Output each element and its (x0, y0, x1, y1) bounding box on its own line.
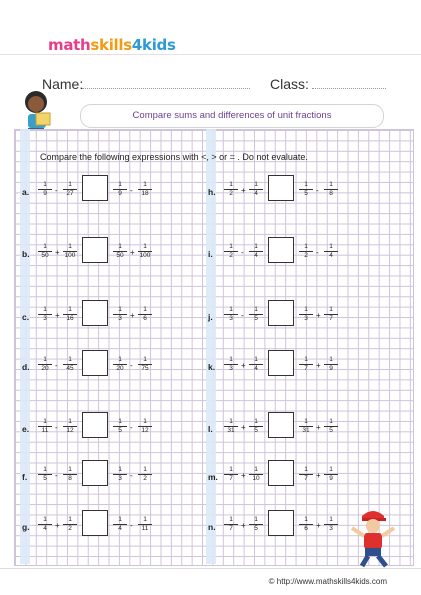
denominator: 12 (66, 427, 74, 434)
numerator: 1 (138, 356, 152, 365)
numerator: 1 (299, 516, 313, 525)
denominator: 31 (227, 427, 235, 434)
numerator: 1 (38, 243, 52, 252)
fraction (224, 306, 238, 323)
fraction (138, 356, 152, 373)
fraction (63, 306, 77, 323)
exercise-label: n. (208, 522, 216, 532)
numerator: 1 (38, 306, 52, 315)
fraction (299, 356, 313, 373)
exercise-item (208, 418, 378, 446)
fraction (299, 516, 313, 533)
numerator: 1 (299, 418, 313, 427)
denominator: 3 (43, 315, 47, 322)
operator-sign: - (130, 186, 133, 195)
fraction (299, 243, 313, 260)
numerator: 1 (249, 356, 263, 365)
fraction (38, 181, 52, 198)
numerator: 1 (113, 306, 127, 315)
fraction (138, 243, 152, 260)
numerator: 1 (224, 243, 238, 252)
exercise-item (208, 181, 378, 209)
class-field[interactable] (312, 88, 386, 89)
logo-part-math: math (48, 36, 91, 54)
denominator: 2 (304, 252, 308, 259)
denominator: 16 (66, 315, 74, 322)
fraction (324, 306, 338, 323)
fraction (249, 418, 263, 435)
numerator: 1 (224, 418, 238, 427)
denominator: 4 (254, 365, 258, 372)
exercise-label: i. (208, 249, 213, 259)
fraction (113, 356, 127, 373)
numerator: 1 (38, 466, 52, 475)
answer-box[interactable] (82, 350, 108, 376)
numerator: 1 (324, 306, 338, 315)
denominator: 3 (329, 525, 333, 532)
logo-part-4kids: 4kids (131, 36, 176, 54)
exercise-item (208, 466, 378, 494)
denominator: 75 (141, 365, 149, 372)
answer-box[interactable] (268, 237, 294, 263)
fraction (324, 418, 338, 435)
answer-box[interactable] (268, 300, 294, 326)
denominator: 7 (229, 475, 233, 482)
numerator: 1 (138, 181, 152, 190)
numerator: 1 (324, 243, 338, 252)
exercise-item (208, 306, 378, 334)
numerator: 1 (249, 181, 263, 190)
name-field[interactable] (82, 88, 250, 89)
operator-sign: + (241, 423, 246, 432)
answer-box[interactable] (268, 460, 294, 486)
denominator: 9 (118, 190, 122, 197)
operator-sign: + (316, 423, 321, 432)
exercise-item (22, 418, 192, 446)
fraction (113, 466, 127, 483)
numerator: 1 (249, 418, 263, 427)
numerator: 1 (224, 181, 238, 190)
numerator: 1 (138, 466, 152, 475)
fraction (63, 243, 77, 260)
numerator: 1 (324, 466, 338, 475)
answer-box[interactable] (268, 175, 294, 201)
fraction (138, 181, 152, 198)
fraction (138, 306, 152, 323)
fraction (63, 466, 77, 483)
fraction (38, 356, 52, 373)
denominator: 9 (329, 475, 333, 482)
numerator: 1 (63, 516, 77, 525)
numerator: 1 (138, 306, 152, 315)
fraction (138, 466, 152, 483)
operator-sign: + (316, 361, 321, 370)
exercise-item (22, 243, 192, 271)
denominator: 5 (254, 427, 258, 434)
answer-box[interactable] (268, 412, 294, 438)
operator-sign: + (316, 311, 321, 320)
denominator: 8 (329, 190, 333, 197)
denominator: 3 (229, 365, 233, 372)
numerator: 1 (324, 418, 338, 427)
kid-jumping-illustration (348, 508, 398, 568)
exercise-item (22, 516, 192, 544)
footer-divider (0, 568, 421, 569)
operator-sign: + (316, 521, 321, 530)
worksheet-title: Compare sums and differences of unit fractions (80, 104, 384, 128)
operator-sign: - (241, 248, 244, 257)
exercise-label: a. (22, 187, 30, 197)
operator-sign: - (316, 248, 319, 257)
numerator: 1 (224, 516, 238, 525)
numerator: 1 (113, 418, 127, 427)
numerator: 1 (38, 516, 52, 525)
numerator: 1 (38, 356, 52, 365)
numerator: 1 (249, 306, 263, 315)
operator-sign: - (130, 521, 133, 530)
operator-sign: + (55, 248, 60, 257)
answer-box[interactable] (82, 510, 108, 536)
numerator: 1 (113, 181, 127, 190)
fraction (249, 516, 263, 533)
numerator: 1 (299, 243, 313, 252)
fraction (224, 243, 238, 260)
fraction (324, 466, 338, 483)
brand-logo (48, 36, 176, 54)
operator-sign: + (316, 471, 321, 480)
numerator: 1 (249, 243, 263, 252)
exercise-label: h. (208, 187, 216, 197)
numerator: 1 (224, 306, 238, 315)
exercise-label: c. (22, 312, 30, 322)
denominator: 8 (68, 475, 72, 482)
exercise-item (208, 356, 378, 384)
numerator: 1 (113, 243, 127, 252)
numerator: 1 (249, 466, 263, 475)
operator-sign: + (55, 311, 60, 320)
denominator: 3 (229, 315, 233, 322)
fraction (324, 356, 338, 373)
denominator: 3 (304, 315, 308, 322)
denominator: 5 (118, 427, 122, 434)
denominator: 4 (329, 252, 333, 259)
operator-sign: - (130, 423, 133, 432)
fraction (38, 243, 52, 260)
fraction (113, 418, 127, 435)
fraction (138, 418, 152, 435)
fraction (249, 466, 263, 483)
fraction (249, 306, 263, 323)
numerator: 1 (249, 516, 263, 525)
denominator: 50 (41, 252, 49, 259)
numerator: 1 (63, 243, 77, 252)
fraction (299, 181, 313, 198)
numerator: 1 (63, 418, 77, 427)
exercise-item (22, 181, 192, 209)
operator-sign: - (130, 361, 133, 370)
fraction (38, 516, 52, 533)
denominator: 9 (43, 190, 47, 197)
operator-sign: - (55, 361, 58, 370)
numerator: 1 (63, 306, 77, 315)
fraction (324, 243, 338, 260)
numerator: 1 (324, 516, 338, 525)
footer-url[interactable]: © http://www.mathskills4kids.com (268, 577, 387, 586)
fraction (113, 516, 127, 533)
fraction (249, 356, 263, 373)
class-label: Class: (270, 76, 309, 92)
answer-box[interactable] (82, 300, 108, 326)
numerator: 1 (299, 306, 313, 315)
numerator: 1 (138, 243, 152, 252)
denominator: 12 (141, 427, 149, 434)
operator-sign: + (241, 521, 246, 530)
exercise-label: g. (22, 522, 30, 532)
numerator: 1 (138, 516, 152, 525)
answer-box[interactable] (82, 175, 108, 201)
numerator: 1 (324, 356, 338, 365)
denominator: 4 (254, 190, 258, 197)
denominator: 2 (143, 475, 147, 482)
denominator: 45 (66, 365, 74, 372)
fraction (299, 306, 313, 323)
fraction (113, 306, 127, 323)
fraction (224, 418, 238, 435)
denominator: 20 (41, 365, 49, 372)
fraction (113, 181, 127, 198)
numerator: 1 (63, 356, 77, 365)
operator-sign: - (241, 311, 244, 320)
fraction (63, 356, 77, 373)
numerator: 1 (63, 466, 77, 475)
denominator: 20 (116, 365, 124, 372)
denominator: 4 (43, 525, 47, 532)
denominator: 11 (141, 525, 149, 532)
name-label: Name: (42, 76, 84, 92)
fraction (38, 418, 52, 435)
denominator: 100 (64, 252, 76, 259)
operator-sign: - (55, 471, 58, 480)
fraction (324, 181, 338, 198)
denominator: 5 (329, 427, 333, 434)
answer-box[interactable] (268, 510, 294, 536)
denominator: 5 (304, 190, 308, 197)
operator-sign: + (130, 248, 135, 257)
fraction (299, 418, 313, 435)
exercise-label: l. (208, 424, 213, 434)
exercise-label: d. (22, 362, 30, 372)
logo-part-skills: skills (90, 36, 132, 54)
fraction (224, 181, 238, 198)
numerator: 1 (224, 356, 238, 365)
denominator: 7 (304, 475, 308, 482)
operator-sign: + (55, 521, 60, 530)
operator-sign: - (55, 186, 58, 195)
operator-sign: + (241, 471, 246, 480)
numerator: 1 (324, 181, 338, 190)
numerator: 1 (224, 466, 238, 475)
denominator: 2 (68, 525, 72, 532)
denominator: 7 (304, 365, 308, 372)
fraction (63, 516, 77, 533)
numerator: 1 (299, 466, 313, 475)
denominator: 31 (302, 427, 310, 434)
fraction (249, 181, 263, 198)
fraction (38, 466, 52, 483)
fraction (63, 181, 77, 198)
exercise-label: b. (22, 249, 30, 259)
fraction (224, 516, 238, 533)
numerator: 1 (299, 356, 313, 365)
numerator: 1 (138, 418, 152, 427)
denominator: 50 (116, 252, 124, 259)
numerator: 1 (299, 181, 313, 190)
fraction (38, 306, 52, 323)
denominator: 6 (143, 315, 147, 322)
denominator: 9 (329, 365, 333, 372)
numerator: 1 (38, 181, 52, 190)
denominator: 7 (329, 315, 333, 322)
exercise-label: m. (208, 472, 218, 482)
denominator: 5 (254, 525, 258, 532)
denominator: 18 (141, 190, 149, 197)
denominator: 4 (254, 252, 258, 259)
operator-sign: - (316, 186, 319, 195)
header-divider (0, 54, 421, 55)
answer-box[interactable] (82, 460, 108, 486)
operator-sign: + (130, 311, 135, 320)
fraction (249, 243, 263, 260)
exercise-label: f. (22, 472, 28, 482)
operator-sign: + (241, 186, 246, 195)
fraction (324, 516, 338, 533)
denominator: 5 (254, 315, 258, 322)
numerator: 1 (63, 181, 77, 190)
exercise-item (22, 466, 192, 494)
fraction (299, 466, 313, 483)
exercise-item (22, 306, 192, 334)
exercise-label: k. (208, 362, 216, 372)
fraction (224, 466, 238, 483)
answer-box[interactable] (82, 237, 108, 263)
denominator: 7 (229, 525, 233, 532)
denominator: 5 (43, 475, 47, 482)
answer-box[interactable] (82, 412, 108, 438)
exercise-label: j. (208, 312, 213, 322)
operator-sign: - (130, 471, 133, 480)
fraction (63, 418, 77, 435)
numerator: 1 (113, 516, 127, 525)
denominator: 2 (229, 252, 233, 259)
denominator: 11 (41, 427, 49, 434)
exercise-item (208, 243, 378, 271)
fraction (113, 243, 127, 260)
exercise-item (22, 356, 192, 384)
denominator: 6 (304, 525, 308, 532)
instructions: Compare the following expressions with <, > or = . Do not evaluate. (40, 152, 308, 162)
denominator: 4 (118, 525, 122, 532)
numerator: 1 (113, 356, 127, 365)
denominator: 3 (118, 475, 122, 482)
denominator: 10 (252, 475, 260, 482)
operator-sign: + (241, 361, 246, 370)
operator-sign: - (55, 423, 58, 432)
fraction (138, 516, 152, 533)
denominator: 100 (139, 252, 151, 259)
exercise-label: e. (22, 424, 30, 434)
fraction (224, 356, 238, 373)
answer-box[interactable] (268, 350, 294, 376)
denominator: 27 (66, 190, 74, 197)
denominator: 3 (118, 315, 122, 322)
numerator: 1 (113, 466, 127, 475)
denominator: 2 (229, 190, 233, 197)
numerator: 1 (38, 418, 52, 427)
